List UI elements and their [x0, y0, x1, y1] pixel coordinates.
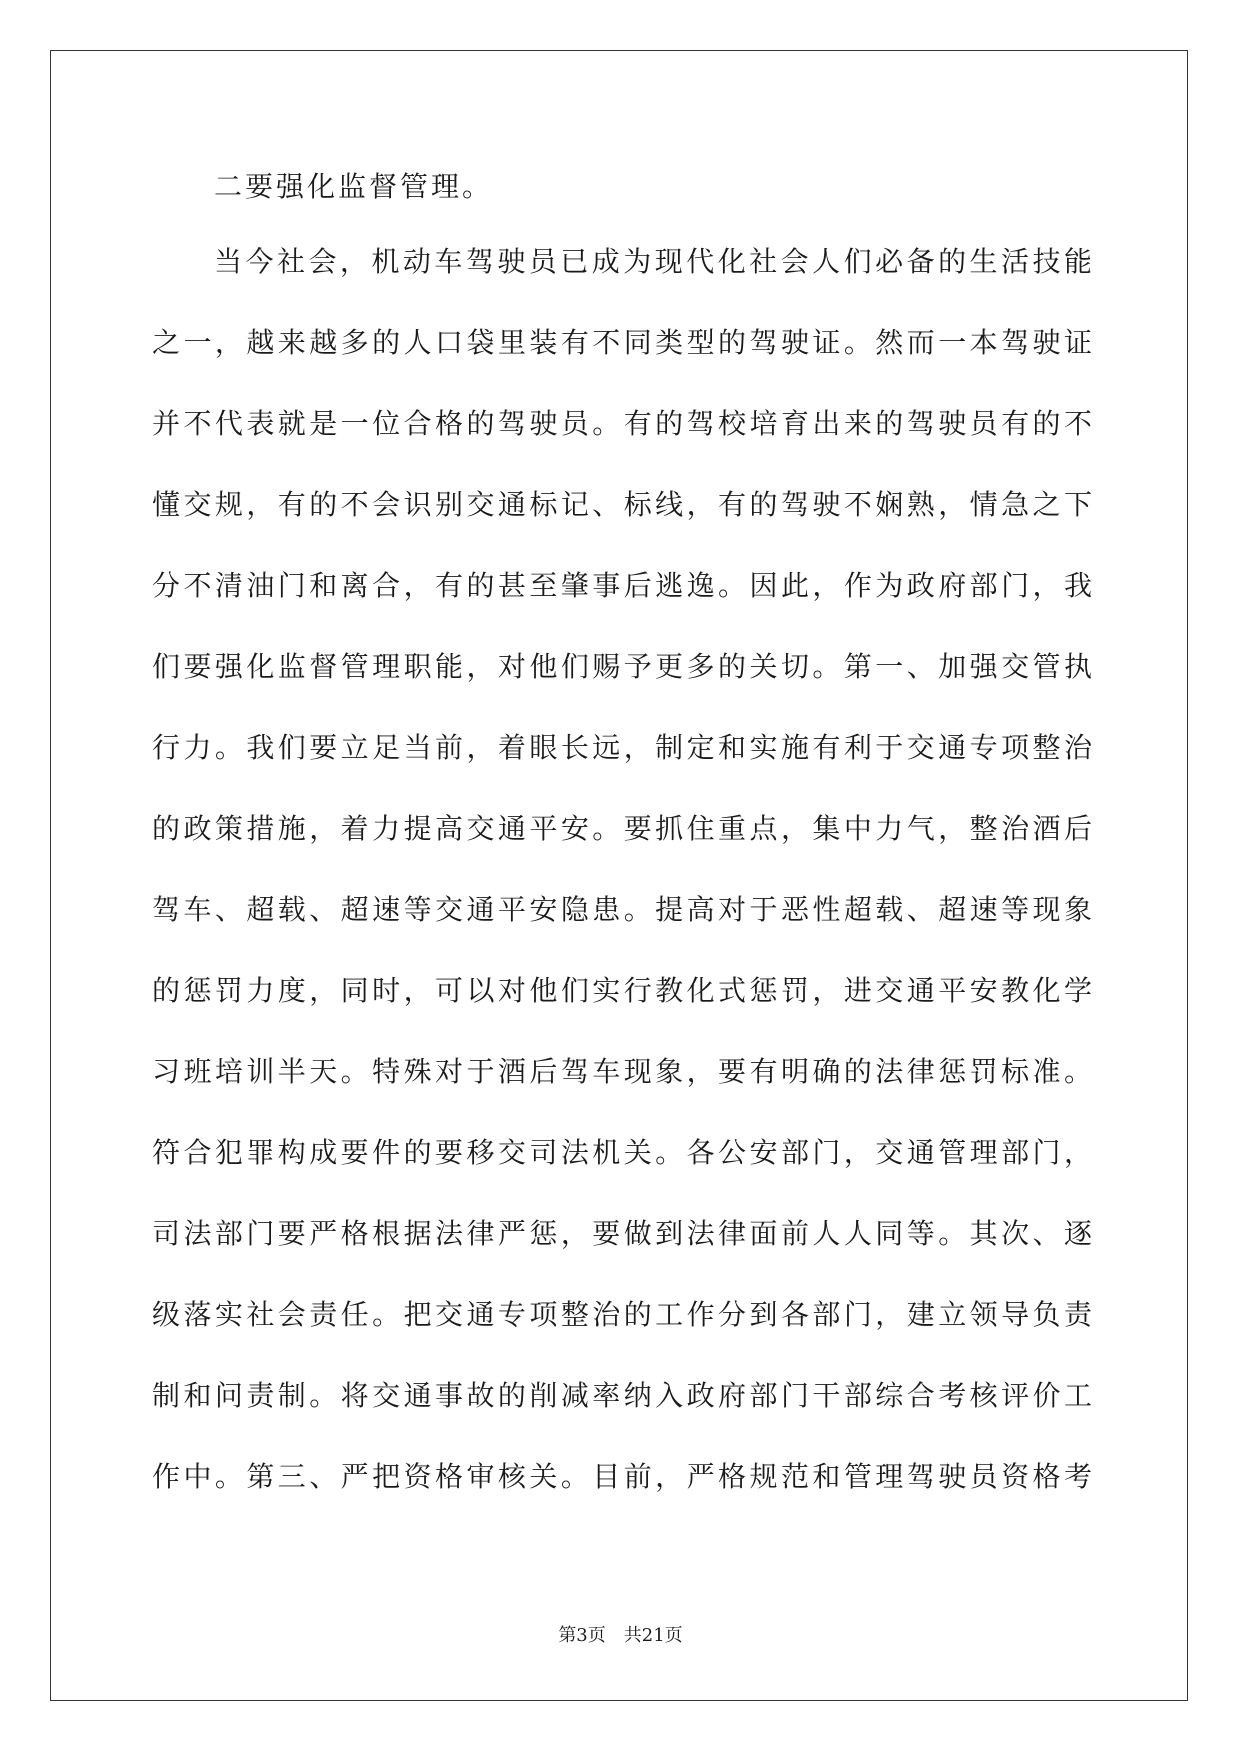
- paragraph-line: 之一，越来越多的人口袋里装有不同类型的驾驶证。然而一本驾驶证: [152, 326, 1092, 359]
- paragraph-line: 驾车、超载、超速等交通平安隐患。提高对于恶性超载、超速等现象: [152, 893, 1092, 926]
- body-paragraph: [152, 241, 1092, 1497]
- paragraph-line: 当今社会，机动车驾驶员已成为现代化社会人们必备的生活技能: [214, 245, 1092, 278]
- page-number-footer: 第3页 共21页: [558, 1625, 683, 1646]
- section-heading: 二要强化监督管理。: [214, 170, 494, 203]
- paragraph-line: 的惩罚力度，同时，可以对他们实行教化式惩罚，进交通平安教化学: [152, 974, 1092, 1007]
- paragraph-line: 们要强化监督管理职能，对他们赐予更多的关切。第一、加强交管执: [152, 650, 1092, 683]
- paragraph-line: 并不代表就是一位合格的驾驶员。有的驾校培育出来的驾驶员有的不: [152, 407, 1092, 440]
- paragraph-line: 行力。我们要立足当前，着眼长远，制定和实施有利于交通专项整治: [152, 731, 1092, 764]
- paragraph-line: 制和问责制。将交通事故的削减率纳入政府部门干部综合考核评价工: [152, 1379, 1092, 1412]
- paragraph-line: 懂交规，有的不会识别交通标记、标线，有的驾驶不娴熟，情急之下: [152, 488, 1092, 521]
- paragraph-line: 级落实社会责任。把交通专项整治的工作分到各部门，建立领导负责: [152, 1298, 1092, 1331]
- paragraph-line: 司法部门要严格根据法律严惩，要做到法律面前人人同等。其次、逐: [152, 1217, 1092, 1250]
- paragraph-line: 的政策措施，着力提高交通平安。要抓住重点，集中力气，整治酒后: [152, 812, 1092, 845]
- paragraph-line: 符合犯罪构成要件的要移交司法机关。各公安部门，交通管理部门，: [152, 1136, 1092, 1169]
- paragraph-line: 分不清油门和离合，有的甚至肇事后逃逸。因此，作为政府部门，我: [152, 569, 1092, 602]
- document-body: [152, 166, 1092, 1537]
- paragraph-line: 作中。第三、严把资格审核关。目前，严格规范和管理驾驶员资格考: [152, 1460, 1092, 1493]
- paragraph-line: 习班培训半天。特殊对于酒后驾车现象，要有明确的法律惩罚标准。: [152, 1055, 1092, 1088]
